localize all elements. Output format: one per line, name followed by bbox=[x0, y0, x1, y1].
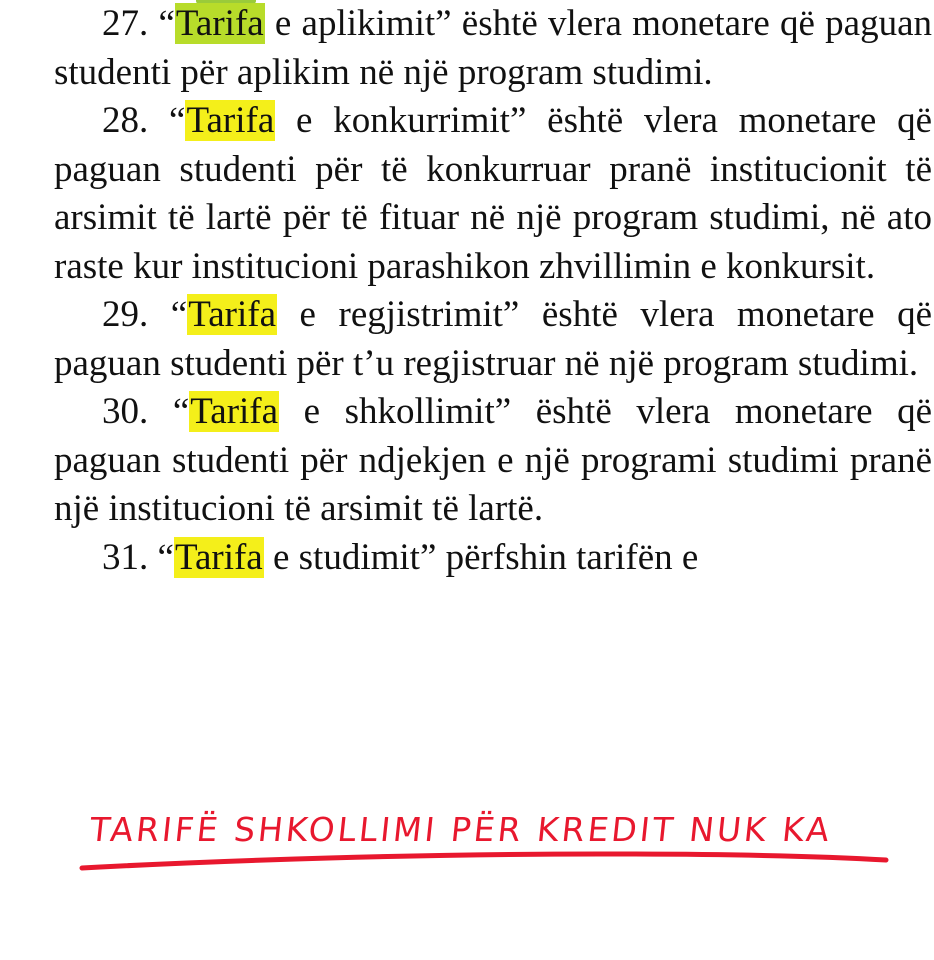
paragraph-30 bbox=[54, 388, 932, 534]
paragraph-27 bbox=[54, 0, 932, 97]
paragraph-text: e konkurrimit” është vlera monetare që paguan studenti për të konkurruar pranë institucionit të arsimit të lartë për të fituar në një program studimi, në ato raste kur institucioni parashikon zhvillimin e konkursit. bbox=[54, 100, 932, 287]
highlighted-keyword: Tarifa bbox=[190, 391, 279, 432]
paragraph-28 bbox=[54, 97, 932, 291]
paragraph-number: 30. bbox=[102, 391, 149, 432]
highlighted-keyword: Tarifa bbox=[186, 100, 275, 141]
paragraph-text: e studimit” përfshin tarifën e bbox=[263, 536, 699, 578]
paragraph-text: e shkollimit” është vlera monetare që paguan studenti për ndjekjen e një programi studimi pranë një institucioni të arsimit të lartë. bbox=[54, 391, 932, 529]
paragraph-number: 28. bbox=[102, 100, 149, 141]
highlighted-keyword: Tarifa bbox=[175, 3, 264, 44]
paragraph-31 bbox=[54, 534, 932, 583]
highlighted-keyword: Tarifa bbox=[188, 294, 277, 335]
handwritten-annotation bbox=[0, 780, 934, 890]
open-quote: “ bbox=[169, 100, 186, 141]
open-quote: “ bbox=[172, 391, 190, 432]
paragraph-29 bbox=[54, 291, 932, 388]
open-quote: “ bbox=[157, 536, 174, 578]
open-quote: “ bbox=[170, 294, 188, 335]
annotation-text: TARIFË SHKOLLIMI PËR KREDIT NUK KA bbox=[87, 810, 834, 849]
paragraph-number: 29. bbox=[102, 294, 149, 335]
paragraph-text: e aplikimit” është vlera monetare që paguan studenti për aplikim në një program studimi. bbox=[54, 3, 932, 93]
paragraph-text: e regjistrimit” është vlera monetare që paguan studenti për t’u regjistruar në një program studimi. bbox=[54, 294, 932, 384]
paragraph-number: 31. bbox=[102, 536, 149, 578]
highlighted-keyword: Tarifa bbox=[174, 536, 263, 578]
open-quote: “ bbox=[158, 3, 175, 44]
definitions-text bbox=[54, 0, 932, 582]
paragraph-number: 27. bbox=[102, 3, 149, 44]
